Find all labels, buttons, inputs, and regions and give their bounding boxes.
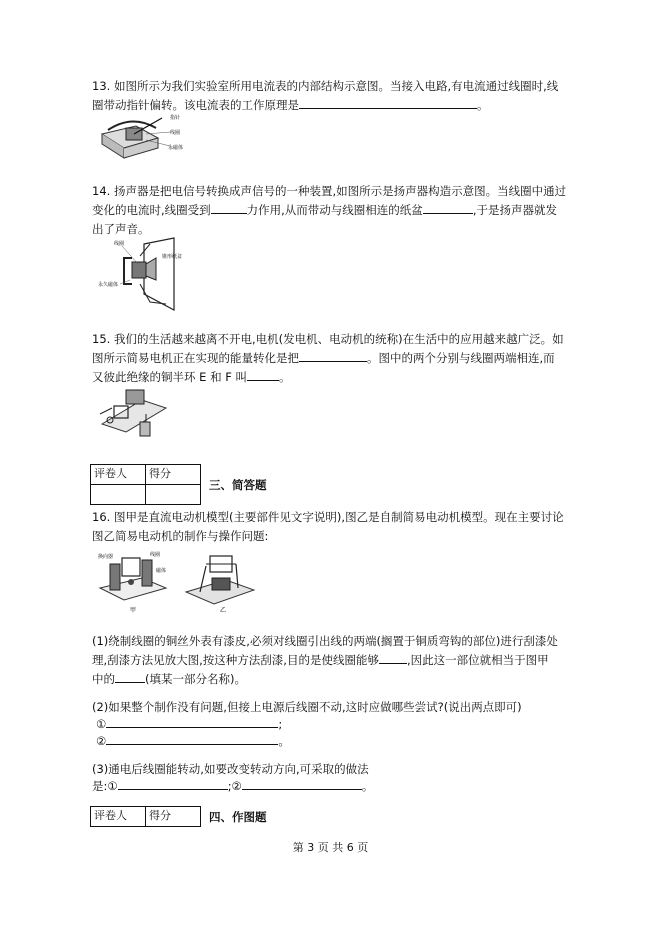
q16-p2-item2 <box>96 733 290 749</box>
ammeter-diagram <box>96 112 186 164</box>
q15-text-line1: 15. 我们的生活越来越离不开电,电机(发电机、电动机的统称)在生活中的应用越来越广泛。如 <box>92 332 564 346</box>
loudspeaker-diagram <box>96 236 192 312</box>
q16-p2-end-2: 。 <box>278 734 290 748</box>
q15-text-line2 <box>92 350 555 366</box>
figA-caption: 甲 <box>130 607 137 614</box>
q15-answer-blank-2[interactable] <box>247 369 279 381</box>
q16-p1-stem-a: 理,刮漆方法见放大图,按这种方法刮漆,目的是使线圈能够 <box>92 653 379 667</box>
q15-end: 。 <box>279 370 291 384</box>
q16-p1-blank-2[interactable] <box>115 671 145 683</box>
score-table-1 <box>90 464 201 505</box>
q16-p1-stem-d: (填某一部分名称)。 <box>145 672 246 686</box>
q14-text-line3: 出了声音。 <box>92 222 150 236</box>
figA-label-coil: 线圈 <box>150 552 161 558</box>
q16-text-line1: 16. 图甲是直流电动机模型(主要部件见文字说明),图乙是自制简易电动机模型。现在主要讨论 <box>92 510 564 524</box>
ammeter-label-magnet: 永磁体 <box>168 145 184 151</box>
q16-p2-blank-2[interactable] <box>106 733 278 745</box>
simple-motor-diagram <box>96 386 170 444</box>
q16-p1-line3 <box>92 671 246 687</box>
section-3-title: 三、简答题 <box>209 478 267 492</box>
q14-stem-b: 力作用,从而带动与线圈相连的纸盆 <box>246 203 423 217</box>
ammeter-label-coil: 线圈 <box>170 130 181 136</box>
q13-end: 。 <box>477 98 489 112</box>
figA-label-magnet: 磁体 <box>156 568 167 574</box>
q16-text-line2: 图乙简易电动机的制作与操作问题: <box>92 529 269 543</box>
reviewer-header-2: 评卷人 <box>91 807 146 827</box>
q14-text-line1: 14. 扬声器是把电信号转换成声信号的一种装置,如图所示是扬声器构造示意图。当线圈中通过 <box>92 184 567 198</box>
q16-p2-blank-1[interactable] <box>106 716 278 728</box>
speaker-label-cone: 锥形纸盆 <box>162 254 183 260</box>
q13-stem: 圈带动指针偏转。该电流表的工作原理是 <box>92 98 299 112</box>
q16-p1-stem-c: 中的 <box>92 672 115 686</box>
reviewer-cell[interactable] <box>91 485 146 505</box>
score-header-2: 得分 <box>146 807 201 827</box>
q16-p2-line1: (2)如果整个制作没有问题,但接上电源后线圈不动,这时应做哪些尝试?(说出两点即可) <box>92 700 522 714</box>
score-table-2 <box>90 806 201 827</box>
speaker-label-coil: 线圈 <box>114 241 125 247</box>
page-footer: 第 3 页 共 6 页 <box>292 841 369 854</box>
reviewer-header: 评卷人 <box>91 465 146 485</box>
q14-answer-blank-1[interactable] <box>211 202 247 214</box>
score-cell[interactable] <box>146 485 201 505</box>
q14-stem-c: ,于是扬声器就发 <box>472 203 557 217</box>
q13-text-line2 <box>92 97 489 113</box>
q16-p2-marker-2: ② <box>96 734 107 748</box>
q15-answer-blank-1[interactable] <box>299 350 367 362</box>
q16-p3-end: 。 <box>361 779 374 793</box>
q14-stem-a: 变化的电流时,线圈受到 <box>92 203 211 217</box>
q16-p1-stem-b: ,因此这一部位就相当于图甲 <box>406 653 549 667</box>
q13-text-line1: 13. 如图所示为我们实验室所用电流表的内部结构示意图。当接入电路,有电流通过线圈时,线 <box>92 79 559 93</box>
q14-answer-blank-2[interactable] <box>423 202 473 214</box>
section-4-title: 四、作图题 <box>209 810 267 824</box>
figB-caption: 乙 <box>220 607 227 614</box>
q16-p3-line2 <box>92 778 373 794</box>
q16-p3-blank-2[interactable] <box>242 778 362 790</box>
q15-stem-c: 又彼此绝缘的铜半环 E 和 F 叫 <box>92 370 248 384</box>
q16-p1-line1: (1)绕制线圈的铜丝外表有漆皮,必须对线圈引出线的两端(搁置于铜质弯钩的部位)进行刮漆处 <box>92 634 558 648</box>
q16-p3-line1: (3)通电后线圈能转动,如要改变转动方向,可采取的做法 <box>92 762 369 776</box>
q16-p2-end-1: ; <box>278 717 283 731</box>
figA-label-commutator: 换向器 <box>98 554 114 560</box>
q16-p3-stem-a: 是:① <box>92 779 118 793</box>
q15-stem-b: 。图中的两个分别与线圈两端相连,而 <box>367 351 555 365</box>
q16-p2-item1 <box>96 716 282 732</box>
ammeter-label-pointer: 指针 <box>170 115 181 121</box>
q16-p3-blank-1[interactable] <box>118 778 228 790</box>
score-header: 得分 <box>146 465 201 485</box>
q14-text-line2 <box>92 202 557 218</box>
q15-text-line3 <box>92 369 291 385</box>
q13-answer-blank[interactable] <box>299 97 477 109</box>
speaker-label-magnet: 永久磁体 <box>98 282 119 288</box>
q16-p1-line2 <box>92 652 549 668</box>
q16-p2-marker-1: ① <box>96 717 107 731</box>
motor-models-diagram <box>96 548 256 614</box>
q16-p3-stem-b: ;② <box>227 779 242 793</box>
q16-p1-blank-1[interactable] <box>379 652 407 664</box>
q15-stem-a: 图所示简易电机正在实现的能量转化是把 <box>92 351 299 365</box>
